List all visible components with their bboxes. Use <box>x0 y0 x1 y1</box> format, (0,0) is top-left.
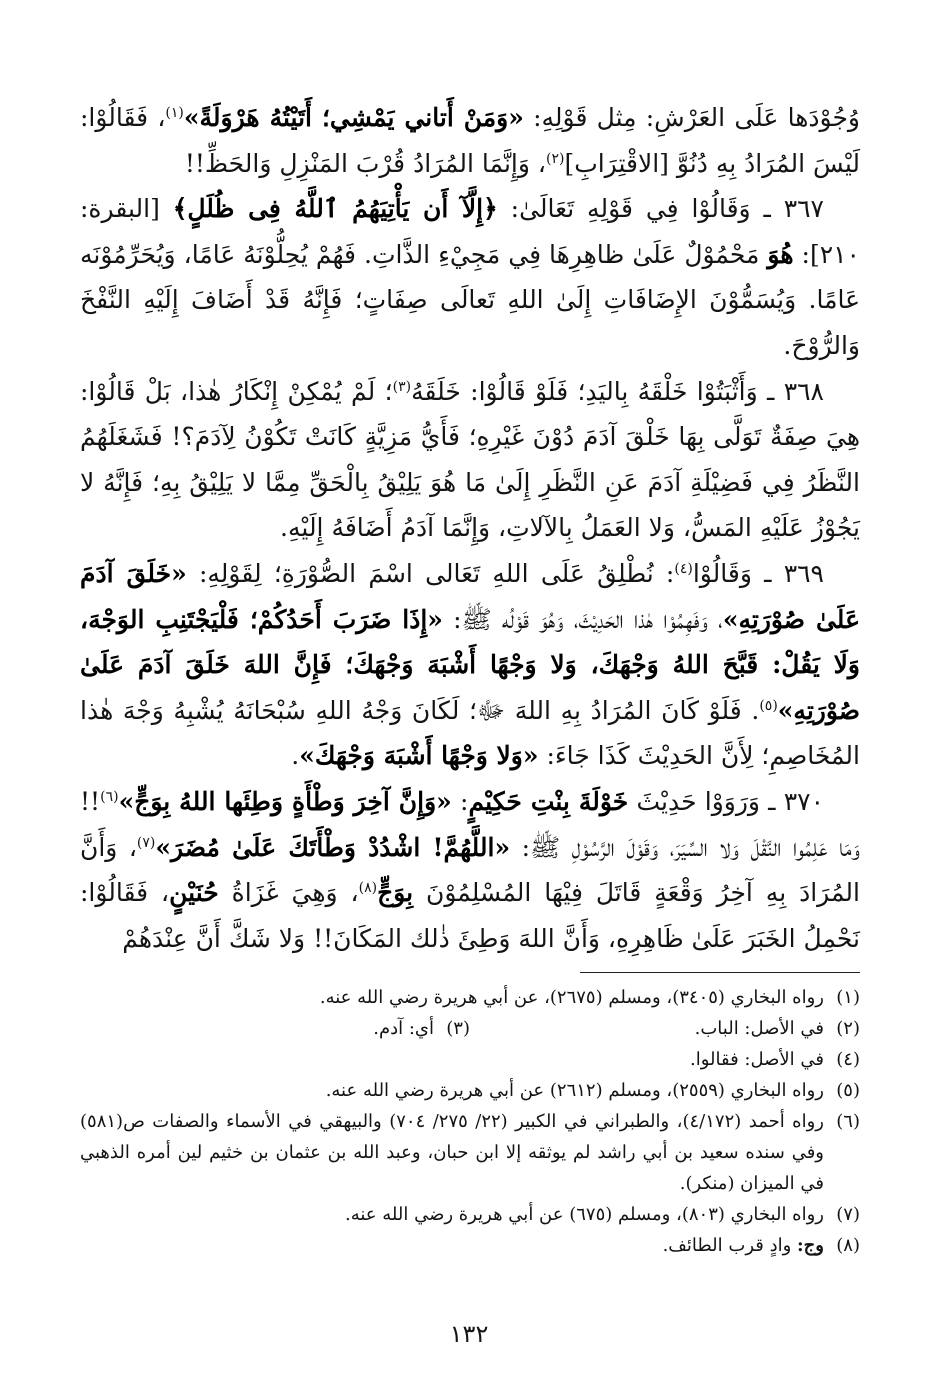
footnote-text: في الأصل: فقالوا. <box>690 1049 824 1070</box>
quoted-text: «إِذَا ضَرَبَ أَحَدُكُمْ؛ فَلْيَجْتَنِبِ الوَجْهَ، وَلَا يَقُلْ: قَبَّحَ اللهُ وَجْهَكَ، وَلا وَجْهًا أَشْبَهَ وَجْهَكَ؛ فَإِنَّ اللهَ خَلَقَ آدَمَ عَلَىٰ صُوْرَتِهِ» <box>80 604 860 725</box>
quoted-text: هُوَ <box>767 239 794 269</box>
footnote-number: (٤) <box>836 1049 860 1070</box>
footnote-number: (١) <box>836 987 860 1008</box>
quoted-text: خَوْلَةَ بِنْتِ حَكِيْمٍ <box>468 786 629 816</box>
text-run: ٣٦٨ ـ وَأَثْبَتُوْا خَلْقَهُ بِاليَدِ؛ فَلَوْ قَالُوْا: خَلَقَهُ <box>411 376 824 406</box>
paragraph <box>80 551 860 779</box>
footnote-text <box>80 1230 824 1261</box>
footnote-text: في الأصل: الباب. <box>694 1018 824 1039</box>
text-run: ٣٧٠ ـ وَرَوَوْا حَدِيْثَ <box>628 786 825 816</box>
footnote-5 <box>80 1075 860 1106</box>
quoted-text: «وَلا وَجْهًا أَشْبَهَ وَجْهَكَ» <box>299 741 539 771</box>
footnote-reference: (٦) <box>100 788 119 805</box>
text-run: !! وَمَا عَلِمُوا النَّقْلَ وَلا السِّيَرَ، وَقَوْلَ الرَّسُوْلِ ﷺ: <box>80 786 860 862</box>
paragraph <box>80 369 860 551</box>
footnote-number: (٥) <box>836 1080 860 1101</box>
footnote-number: (٣) <box>446 1018 470 1039</box>
text-run: ٣٦٧ ـ وَقَالُوْا فِي قَوْلِهِ تَعَالَىٰ: <box>497 194 824 224</box>
footnote-text: رواه البخاري (٣٤٠٥)، ومسلم (٢٦٧٥)، عن أبي هريرة رضي الله عنه. <box>319 987 824 1008</box>
footnote-separator <box>580 972 860 973</box>
footnote-reference: (٢) <box>545 150 565 167</box>
footnote-reference: (٣) <box>392 378 412 395</box>
footnotes <box>80 982 860 1261</box>
footnote-number: (٦) <box>836 1111 860 1132</box>
footnote-reference: (٧) <box>136 834 156 851</box>
text-run: ؛ لَمْ يُمْكِنْ إِنْكَارُ هٰذا، بَلْ قَالُوْا: هِيَ صِفَةٌ تَوَلَّى بِهَا خَلْقَ آدَمَ دُوْنَ غَيْرِهِ؛ فَأَيُّ مَزِيَّةٍ كَانَتْ تَكُوْنُ لِآدَمَ؟! فَشَغَلَهُمُ النَّظَرُ فِي فَضِيْلَةِ آدَمَ عَنِ النَّظَرِ إِلَىٰ مَا هُوَ يَلِيْقُ بِالْحَقِّ مِمَّا لا يَلِيْقُ بِهِ؛ فَإِنَّهُ لا يَجُوْزُ عَلَيْهِ المَسُّ، وَلا العَمَلُ بِالآلاتِ، وَإِنَّمَا آدَمُ أَضَافَهُ إِلَيْهِ. <box>80 376 860 543</box>
body-text <box>80 95 860 961</box>
quoted-text: بِوَجٍّ <box>377 878 414 908</box>
paragraph <box>80 95 860 186</box>
footnote-definition: وادٍ قرب الطائف. <box>662 1235 798 1256</box>
text-run: . <box>291 741 300 771</box>
text-run: ، فَقَالُوْا: لَيْسَ المُرَادُ بِهِ دُنُوَّ [الاقْتِرَابِ] <box>80 103 860 178</box>
text-run: ، وَفَهِمُوْا هٰذا الحَدِيْثَ، وَهُوَ قَوْلُه ﷺ: <box>442 604 723 634</box>
main-text <box>80 95 860 961</box>
footnote-number: (٨) <box>836 1235 860 1256</box>
footnote-4 <box>80 1044 860 1075</box>
quoted-text: «وَمَنْ أَتاني يَمْشِي؛ أَتَيْتُهُ هَرْوَلَةً» <box>183 103 524 132</box>
page-number: ١٣٢ <box>449 1320 489 1348</box>
quoted-text: «اللَّهُمَّ! اشْدُدْ وَطْأَتَكَ عَلَىٰ مُضَرَ» <box>155 832 511 862</box>
footnote-text: رواه البخاري (٨٠٣)، ومسلم (٦٧٥) عن أبي هريرة رضي الله عنه. <box>345 1204 824 1225</box>
footnote-row-2-3 <box>80 1013 860 1044</box>
quoted-text: «وَإِنَّ آخِرَ وَطْأَةٍ وَطِئَها اللهُ بِوَجٍّ» <box>118 786 452 816</box>
text-run: ٣٦٩ ـ وَقَالُوْا <box>692 558 824 588</box>
footnote-6 <box>80 1106 860 1199</box>
quoted-text: «خَلَقَ آدَمَ عَلَىٰ صُوْرَتِهِ» <box>80 558 860 634</box>
paragraph <box>80 779 860 961</box>
footnote-8 <box>80 1230 860 1261</box>
text-run: : <box>451 786 469 816</box>
text-run: ، فَقَالُوْا: نَحْمِلُ الخَبَرَ عَلَىٰ ظَاهِرِهِ، وَأَنَّ اللهَ وَطِئَ ذٰلك المَكَانَ!! وَلا شَكَّ أَنَّ عِنْدَهُمْ <box>80 878 860 953</box>
footnote-text: أي: آدم. <box>373 1018 434 1039</box>
footnote-number: (٢) <box>836 1018 860 1039</box>
footnote-text: رواه البخاري (٢٥٥٩)، ومسلم (٢٦١٢) عن أبي هريرة رضي الله عنه. <box>325 1080 824 1101</box>
footnote-1 <box>80 982 860 1013</box>
footnote-reference: (٨) <box>358 880 378 897</box>
footnote-term: وج: <box>797 1235 824 1256</box>
footnote-reference: (٤) <box>674 560 693 577</box>
footnote-3 <box>80 1013 470 1044</box>
footnote-2 <box>470 1013 860 1044</box>
quoted-text: حُنَيْنٍ <box>169 878 219 908</box>
footnote-number: (٧) <box>836 1204 860 1225</box>
footnote-reference: (٥) <box>759 697 778 714</box>
text-run: [البقرة: ٢١٠]: <box>80 194 860 269</box>
footnote-7 <box>80 1199 860 1230</box>
text-run: ، وَأَنَّ المُرَادَ بِهِ آخِرُ وَقْعَةٍ قَاتَلَ فِيْهَا المُسْلِمُوْنَ <box>80 832 860 908</box>
footnote-reference: (١) <box>165 105 184 121</box>
text-run: : نُطْلِقُ عَلَى اللهِ تَعَالى اسْمَ الصُّوْرَةِ؛ لِقَوْلِهِ: <box>186 558 675 588</box>
footnote-text: رواه أحمد (٤/١٧٢)، والطبراني في الكبير (٢٢/ ٢٧٥/ ٧٠٤) والبيهقي في الأسماء والصفات ص(٥٨١) وفي سنده سعيد بن أبي راشد لم يوثقه إلا ابن حبان، وعبد الله بن عثمان بن خثيم لين أمره الذهبي في الميزان (منكر). <box>80 1111 825 1194</box>
text-run: مَحْمُوْلٌ عَلَىٰ ظاهِرِهَا فِي مَجِيْءِ الذَّاتِ. فَهُمْ يُحِلُّوْنَهُ عَامًا، وَيُحَرِّمُوْنَه عَامًا. وَيُسَمُّوْنَ الإِضَافَاتِ إِلَىٰ اللهِ تَعالَى صِفَاتٍ؛ فَإِنَّهُ قَدْ أَضَافَ إِلَيْهِ النَّفْخَ وَالرُّوْحَ. <box>80 239 860 360</box>
text-run: ، وَإِنَّمَا المُرَادُ قُرْبَ المَنْزِلِ وَالحَظِّ!! <box>184 148 546 178</box>
quoted-text: ﴿إِلَّآ أَن يَأْتِيَهُمُ ٱللَّهُ فِى ظُلَلٍ﴾ <box>172 194 498 224</box>
paragraph <box>80 186 860 368</box>
text-run: وُجُوْدَها عَلَى العَرْشِ: مِثل قَوْلِهِ: <box>523 103 860 132</box>
text-run: . فَلَوْ كَانَ المُرَادُ بِهِ اللهَ ﷻ؛ لَكَانَ وَجْهُ اللهِ سُبْحَانَهُ يُشْبِهُ وَجْهَ هٰذا المُخَاصِمِ؛ لِأَنَّ الحَدِيْثَ كَذَا جَاءَ: <box>80 695 860 771</box>
text-run: ، وَهِيَ غَزَاةُ <box>218 878 359 908</box>
